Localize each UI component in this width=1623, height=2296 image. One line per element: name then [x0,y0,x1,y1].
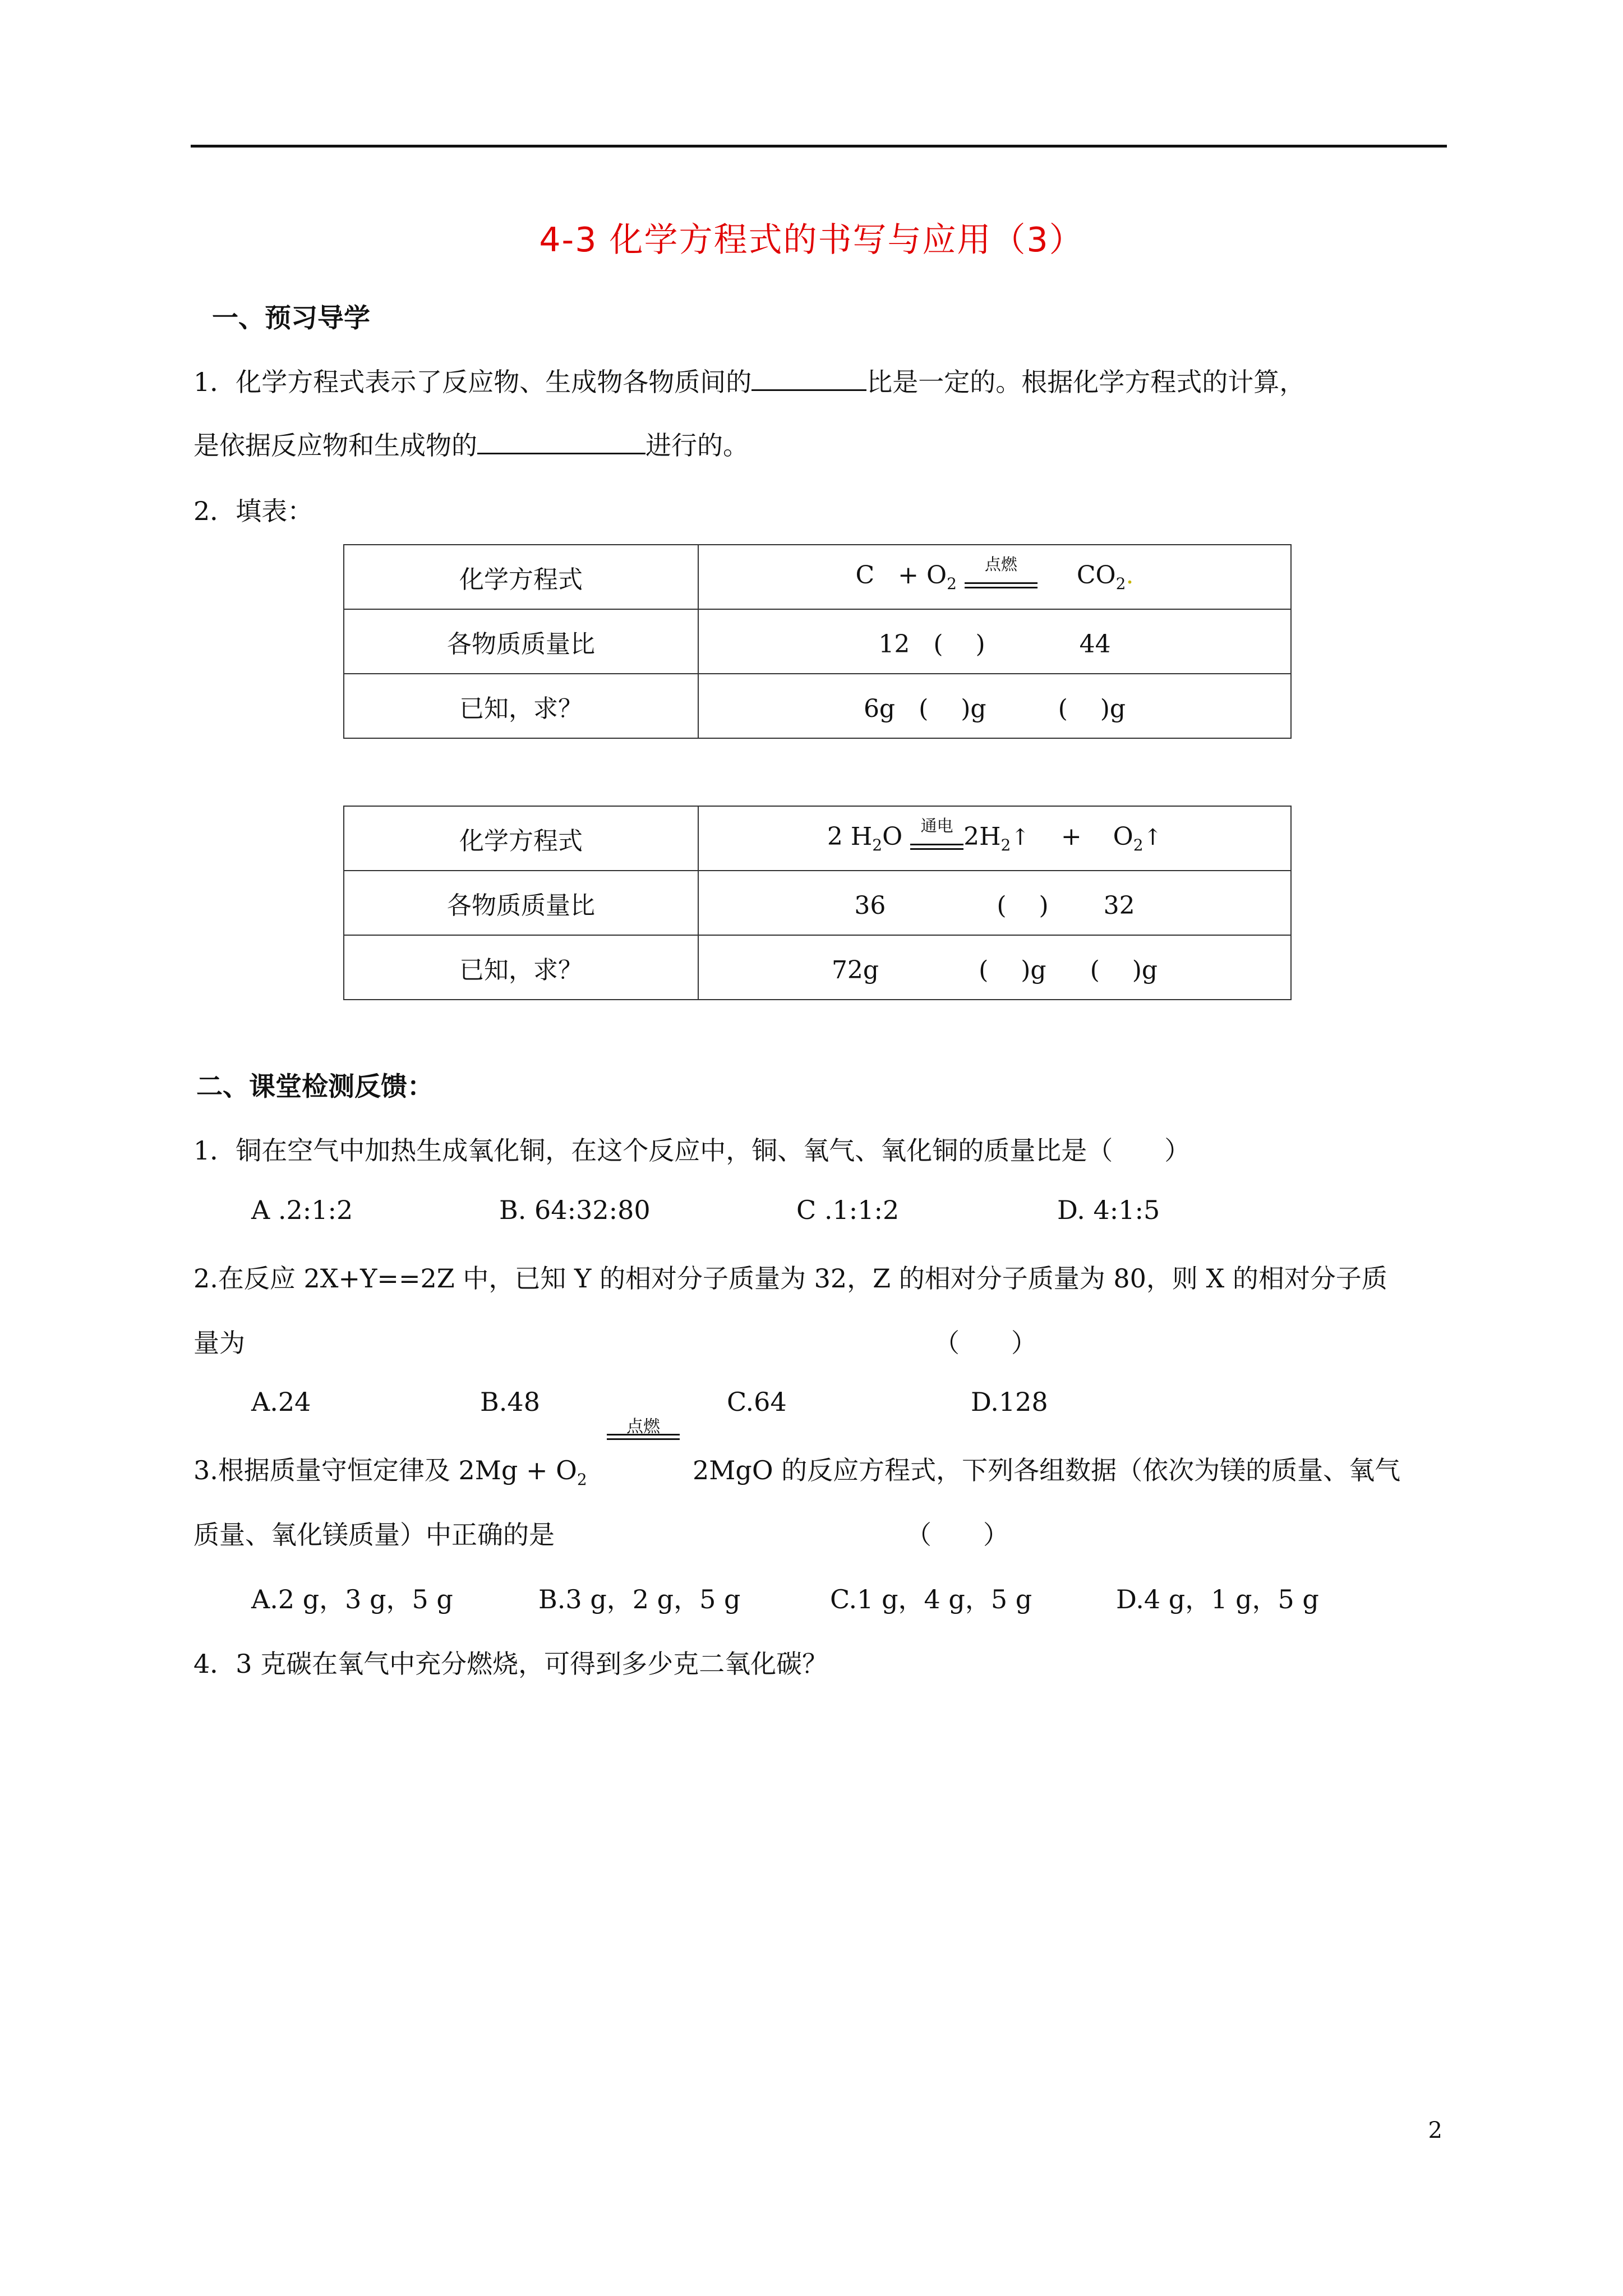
answer-paren[interactable]: （ ） [934,1328,1037,1358]
mass-ratio-table-1 [343,544,1292,739]
reaction-condition [910,816,963,852]
table-row [344,545,1291,609]
equals-bar [607,1434,680,1435]
subscript: 2 [1133,835,1144,854]
ratio-value: 32 [1103,891,1135,920]
option-c[interactable]: C.64 [727,1387,787,1417]
formula-h2o: 2 H [827,822,873,852]
equation-cell [698,806,1291,871]
s2-q1-options [251,1195,1160,1225]
formula-h2: 2H [963,822,1001,852]
s2-question2-line1: 2.在反应 2X+Y==2Z 中，已知 Y 的相对分子质量为 32，Z 的相对分子质量为 80，则 X 的相对分子质 [193,1263,1387,1294]
row-label: 各物质质量比 [344,609,698,674]
ratio-value: 12 [878,629,910,659]
s2-question4: 4．3 克碳在氧气中充分燃烧，可得到多少克二氧化碳？ [193,1649,828,1679]
given-cell [698,935,1291,1000]
subscript: 2 [577,1470,587,1489]
subscript: 2 [947,574,957,593]
option-a[interactable]: A.2 g，3 g，5 g [251,1584,453,1614]
ratio-cell [698,871,1291,935]
table-row [344,935,1291,1000]
reaction-condition-label: 点燃 [626,1417,660,1437]
s1-q1-text-b: 比是一定的。根据化学方程式的计算， [866,367,1306,397]
mass-ratio-table-2 [343,806,1292,1000]
formula-o2: O [1113,822,1133,852]
equals-bar [607,1438,680,1440]
given-blank[interactable]: ( )g [979,955,1046,984]
option-b[interactable]: B.48 [480,1387,540,1417]
s2-question3-line2: 质量、氧化镁质量）中正确的是 [193,1520,555,1550]
given-blank[interactable]: ( )g [1058,694,1126,723]
s2-question3-line1a [193,1450,587,1489]
given-cell [698,674,1291,738]
s2-question3-line1b: 2MgO 的反应方程式，下列各组数据（依次为镁的质量、氧气 [693,1455,1401,1485]
table-row [344,674,1291,738]
stray-mark: . [1126,561,1134,590]
given-value: 6g [863,694,896,723]
option-d[interactable]: D.4 g，1 g，5 g [1116,1584,1319,1614]
equation-cell [698,545,1291,609]
option-b[interactable]: B. 64:32:80 [499,1195,651,1225]
answer-paren[interactable]: （ ） [906,1520,1009,1550]
plus-sign: + [1061,822,1082,852]
option-d[interactable]: D.128 [971,1387,1048,1417]
option-c[interactable]: C .1:1:2 [796,1195,900,1225]
answer-blank[interactable] [751,367,866,391]
s1-q1-text-d: 进行的。 [645,430,749,461]
formula-c: C [855,561,875,590]
table-row [344,609,1291,674]
s1-q1-text-c: 是依据反应物和生成物的 [193,430,477,461]
reaction-condition [965,554,1038,590]
subscript: 2 [1000,835,1011,854]
formula-o: O [882,822,903,852]
table-row [344,871,1291,935]
s1-question1-line1 [193,362,1305,399]
up-arrow-icon: ↑ [1143,825,1163,851]
equals-bar [965,582,1038,584]
given-blank[interactable]: ( )g [919,694,986,723]
page-title: 4-3 化学方程式的书写与应用（3） [539,220,1084,260]
answer-blank[interactable] [477,430,645,454]
subscript: 2 [872,835,883,854]
s2-question2-line2: 量为 [193,1328,245,1358]
section1-heading: 一、预习导学 [212,303,370,334]
row-label: 化学方程式 [344,545,698,609]
row-label: 已知，求？ [344,674,698,738]
formula-co2: CO [1076,561,1116,590]
equals-bar [910,848,963,850]
ratio-value: 36 [854,891,886,920]
option-a[interactable]: A .2:1:2 [251,1195,353,1225]
ratio-cell [698,609,1291,674]
row-label: 已知，求？ [344,935,698,1000]
option-b[interactable]: B.3 g，2 g，5 g [538,1584,741,1614]
equals-bar [910,844,963,845]
section2-heading: 二、课堂检测反馈： [196,1071,434,1102]
equals-bar [965,587,1038,588]
ratio-value: 44 [1079,629,1111,659]
given-blank[interactable]: ( )g [1090,955,1158,984]
option-d[interactable]: D. 4:1:5 [1057,1195,1160,1225]
condition-label: 点燃 [984,554,1017,574]
s1-question2: 2．填表： [193,496,313,526]
row-label: 化学方程式 [344,806,698,871]
row-label: 各物质质量比 [344,871,698,935]
table-row [344,806,1291,871]
page-number: 2 [1428,2118,1442,2143]
ratio-blank[interactable]: ( ) [997,891,1049,920]
option-c[interactable]: C.1 g，4 g，5 g [830,1584,1032,1614]
q3-text-a: 3.根据质量守恒定律及 2Mg + O [193,1455,577,1485]
header-rule [191,145,1447,148]
up-arrow-icon: ↑ [1011,825,1030,851]
option-a[interactable]: A.24 [251,1387,311,1417]
s2-q3-options [251,1579,1319,1616]
ratio-blank[interactable]: ( ) [933,629,985,659]
given-value: 72g [831,955,879,984]
s1-q1-text-a: 1．化学方程式表示了反应物、生成物各物质间的 [193,367,752,397]
s1-question1-line2 [193,425,749,462]
subscript: 2 [1115,574,1126,593]
condition-label: 通电 [920,816,953,835]
formula-o2: + O [898,561,947,590]
s2-question1: 1．铜在空气中加热生成氧化铜，在这个反应中，铜、氧气、氧化铜的质量比是（ ） [193,1135,1191,1166]
